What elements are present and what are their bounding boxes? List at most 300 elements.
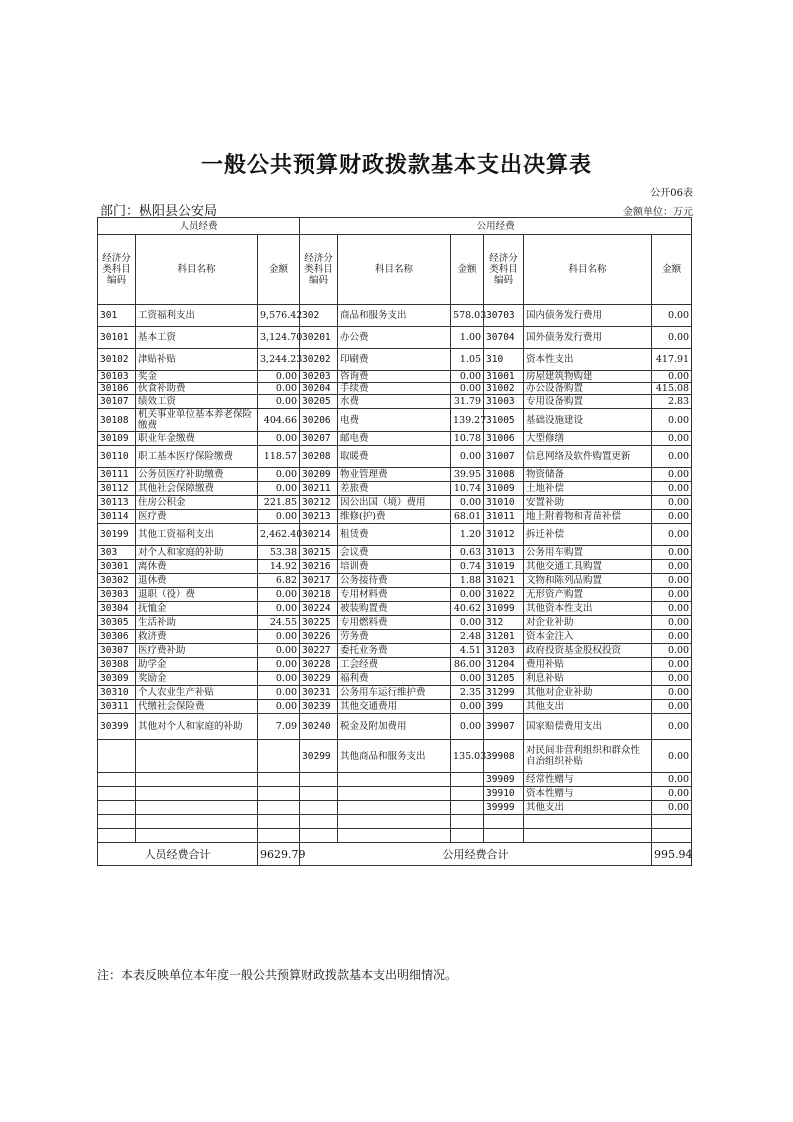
amount-cell: 10.74 — [451, 482, 484, 496]
amount-cell: 0.00 — [652, 327, 692, 349]
table-row — [98, 644, 692, 658]
name-cell: 国内债务发行费用 — [524, 305, 652, 327]
code-header: 经济分类科目编码 — [98, 235, 136, 305]
name-cell: 培训费 — [338, 560, 451, 574]
code-cell: 31003 — [484, 395, 524, 409]
name-cell: 机关事业单位基本养老保险缴费 — [136, 409, 258, 432]
code-cell: 30303 — [98, 588, 136, 602]
amount-cell: 40.62 — [451, 602, 484, 616]
amount-cell: 0.00 — [258, 658, 300, 672]
table-row — [98, 446, 692, 468]
code-cell — [300, 801, 338, 815]
name-cell: 退休费 — [136, 574, 258, 588]
code-cell — [300, 773, 338, 787]
amount-cell: 9,576.42 — [258, 305, 300, 327]
name-cell: 基本工资 — [136, 327, 258, 349]
table-row — [98, 560, 692, 574]
table-row — [98, 510, 692, 524]
code-cell: 31299 — [484, 686, 524, 700]
name-cell: 代缴社会保险费 — [136, 700, 258, 714]
amount-cell: 0.00 — [652, 496, 692, 510]
code-cell — [98, 740, 136, 773]
amount-cell: 0.00 — [652, 616, 692, 630]
table-row — [98, 658, 692, 672]
name-cell: 个人农业生产补贴 — [136, 686, 258, 700]
name-cell — [136, 740, 258, 773]
amount-cell: 0.00 — [258, 588, 300, 602]
amount-cell: 0.00 — [652, 446, 692, 468]
amount-cell: 0.00 — [652, 546, 692, 560]
name-cell: 大型修缮 — [524, 432, 652, 446]
amount-cell — [451, 815, 484, 829]
name-cell: 对个人和家庭的补助 — [136, 546, 258, 560]
amount-cell: 2.48 — [451, 630, 484, 644]
code-cell: 312 — [484, 616, 524, 630]
amount-cell: 0.00 — [258, 482, 300, 496]
name-cell: 咨询费 — [338, 371, 451, 383]
amount-cell: 0.00 — [258, 432, 300, 446]
code-cell: 30703 — [484, 305, 524, 327]
code-cell: 30304 — [98, 602, 136, 616]
name-header: 科目名称 — [524, 235, 652, 305]
table-row — [98, 787, 692, 801]
code-cell: 30311 — [98, 700, 136, 714]
name-cell: 公务用车购置 — [524, 546, 652, 560]
amount-cell — [652, 815, 692, 829]
name-cell: 维修(护)费 — [338, 510, 451, 524]
name-cell: 其他交通工具购置 — [524, 560, 652, 574]
name-cell — [524, 829, 652, 843]
code-cell: 30112 — [98, 482, 136, 496]
amount-cell: 0.00 — [451, 588, 484, 602]
name-cell: 对企业补助 — [524, 616, 652, 630]
amount-cell: 0.00 — [451, 672, 484, 686]
name-cell: 退职（役）费 — [136, 588, 258, 602]
group-personnel-header: 人员经费 — [98, 218, 300, 235]
amount-cell: 139.27 — [451, 409, 484, 432]
public-total-label: 公用经费合计 — [300, 843, 652, 866]
amount-cell: 0.00 — [652, 432, 692, 446]
name-cell: 委托业务费 — [338, 644, 451, 658]
amount-cell: 39.95 — [451, 468, 484, 482]
table-row — [98, 829, 692, 843]
code-cell: 30306 — [98, 630, 136, 644]
amount-cell: 7.09 — [258, 714, 300, 740]
amount-cell: 1.05 — [451, 349, 484, 371]
code-cell: 30308 — [98, 658, 136, 672]
name-cell: 其他对个人和家庭的补助 — [136, 714, 258, 740]
name-cell: 房屋建筑物购建 — [524, 371, 652, 383]
amount-cell: 0.00 — [451, 383, 484, 395]
code-cell: 30103 — [98, 371, 136, 383]
amount-cell: 0.00 — [451, 371, 484, 383]
name-cell: 住房公积金 — [136, 496, 258, 510]
code-cell — [98, 801, 136, 815]
amount-cell: 0.00 — [652, 773, 692, 787]
amount-cell: 53.38 — [258, 546, 300, 560]
code-cell: 30305 — [98, 616, 136, 630]
table-row — [98, 801, 692, 815]
code-cell: 31010 — [484, 496, 524, 510]
code-cell: 31005 — [484, 409, 524, 432]
table-row — [98, 383, 692, 395]
code-cell: 399 — [484, 700, 524, 714]
amount-cell: 0.00 — [652, 630, 692, 644]
name-cell — [524, 815, 652, 829]
code-cell: 31006 — [484, 432, 524, 446]
name-cell: 其他支出 — [524, 700, 652, 714]
amount-cell: 0.00 — [451, 714, 484, 740]
amount-cell: 4.51 — [451, 644, 484, 658]
amount-cell: 0.00 — [258, 395, 300, 409]
amount-cell: 0.00 — [258, 468, 300, 482]
table-row — [98, 602, 692, 616]
code-cell: 31001 — [484, 371, 524, 383]
name-cell: 税金及附加费用 — [338, 714, 451, 740]
name-cell: 因公出国（境）费用 — [338, 496, 451, 510]
name-cell: 离休费 — [136, 560, 258, 574]
table-number: 公开06表 — [650, 188, 693, 199]
code-cell: 30301 — [98, 560, 136, 574]
code-cell: 30108 — [98, 409, 136, 432]
code-cell: 30211 — [300, 482, 338, 496]
name-cell: 取暖费 — [338, 446, 451, 468]
name-cell — [136, 787, 258, 801]
name-cell: 工资福利支出 — [136, 305, 258, 327]
code-cell: 30399 — [98, 714, 136, 740]
code-cell: 39999 — [484, 801, 524, 815]
page-title: 一般公共预算财政拨款基本支出决算表 — [200, 153, 592, 178]
code-cell: 31099 — [484, 602, 524, 616]
name-cell: 水费 — [338, 395, 451, 409]
code-cell: 30228 — [300, 658, 338, 672]
amount-cell: 404.66 — [258, 409, 300, 432]
amount-cell: 10.78 — [451, 432, 484, 446]
amount-cell: 0.00 — [451, 700, 484, 714]
amount-cell: 0.00 — [652, 409, 692, 432]
code-cell: 31013 — [484, 546, 524, 560]
amount-cell: 0.74 — [451, 560, 484, 574]
amount-cell — [451, 829, 484, 843]
group-public-header: 公用经费 — [300, 218, 692, 235]
code-cell: 30307 — [98, 644, 136, 658]
name-cell: 租赁费 — [338, 524, 451, 546]
code-cell: 30202 — [300, 349, 338, 371]
code-cell: 31021 — [484, 574, 524, 588]
table-row — [98, 700, 692, 714]
amount-cell: 0.00 — [652, 714, 692, 740]
code-cell: 39910 — [484, 787, 524, 801]
code-cell: 30218 — [300, 588, 338, 602]
name-cell: 信息网络及软件购置更新 — [524, 446, 652, 468]
name-cell: 邮电费 — [338, 432, 451, 446]
amount-cell: 14.92 — [258, 560, 300, 574]
amount-cell: 0.00 — [652, 686, 692, 700]
name-header: 科目名称 — [338, 235, 451, 305]
code-cell: 30199 — [98, 524, 136, 546]
code-cell: 31002 — [484, 383, 524, 395]
amount-cell: 417.91 — [652, 349, 692, 371]
table-row — [98, 686, 692, 700]
table-row — [98, 496, 692, 510]
code-cell: 30212 — [300, 496, 338, 510]
name-cell: 拆迁补偿 — [524, 524, 652, 546]
name-cell: 奖励金 — [136, 672, 258, 686]
name-cell: 无形资产购置 — [524, 588, 652, 602]
table-row — [98, 327, 692, 349]
name-cell: 手续费 — [338, 383, 451, 395]
name-cell: 职工基本医疗保险缴费 — [136, 446, 258, 468]
name-cell — [136, 815, 258, 829]
code-cell: 39909 — [484, 773, 524, 787]
code-cell — [98, 787, 136, 801]
amount-cell: 0.00 — [258, 602, 300, 616]
code-cell: 31011 — [484, 510, 524, 524]
code-cell: 30299 — [300, 740, 338, 773]
name-cell: 差旅费 — [338, 482, 451, 496]
code-cell: 30106 — [98, 383, 136, 395]
code-cell: 30114 — [98, 510, 136, 524]
amount-cell: 1.20 — [451, 524, 484, 546]
table-row — [98, 432, 692, 446]
name-cell: 物资储备 — [524, 468, 652, 482]
code-cell: 30302 — [98, 574, 136, 588]
amount-cell: 0.00 — [451, 446, 484, 468]
amount-cell — [451, 773, 484, 787]
amount-cell: 2.35 — [451, 686, 484, 700]
amount-cell — [258, 773, 300, 787]
code-cell: 30214 — [300, 524, 338, 546]
amount-cell: 0.00 — [258, 672, 300, 686]
amount-cell: 0.00 — [652, 482, 692, 496]
name-cell — [338, 801, 451, 815]
code-cell: 30224 — [300, 602, 338, 616]
amount-cell: 24.55 — [258, 616, 300, 630]
name-cell — [338, 815, 451, 829]
code-cell: 30203 — [300, 371, 338, 383]
amount-cell: 0.00 — [652, 305, 692, 327]
name-cell: 其他对企业补助 — [524, 686, 652, 700]
code-cell — [484, 829, 524, 843]
code-cell: 30229 — [300, 672, 338, 686]
amount-cell: 0.00 — [652, 602, 692, 616]
code-cell: 30213 — [300, 510, 338, 524]
code-cell: 30227 — [300, 644, 338, 658]
name-cell: 对民间非营利组织和群众性自治组织补贴 — [524, 740, 652, 773]
name-cell: 资本金注入 — [524, 630, 652, 644]
name-cell: 电费 — [338, 409, 451, 432]
amount-cell: 135.03 — [451, 740, 484, 773]
table-row — [98, 630, 692, 644]
table-row — [98, 482, 692, 496]
name-cell: 其他支出 — [524, 801, 652, 815]
table-row — [98, 672, 692, 686]
name-cell: 救济费 — [136, 630, 258, 644]
amount-cell: 0.00 — [258, 644, 300, 658]
code-cell: 30109 — [98, 432, 136, 446]
code-cell: 30209 — [300, 468, 338, 482]
code-cell: 30216 — [300, 560, 338, 574]
name-cell: 办公设备购置 — [524, 383, 652, 395]
amount-cell — [258, 829, 300, 843]
code-cell: 30111 — [98, 468, 136, 482]
amount-cell: 1.88 — [451, 574, 484, 588]
code-cell: 30207 — [300, 432, 338, 446]
amount-cell: 0.00 — [652, 510, 692, 524]
name-cell: 资本性支出 — [524, 349, 652, 371]
code-cell: 30204 — [300, 383, 338, 395]
amount-cell: 0.00 — [258, 383, 300, 395]
code-cell — [98, 815, 136, 829]
code-header: 经济分类科目编码 — [300, 235, 338, 305]
code-cell: 31009 — [484, 482, 524, 496]
code-cell: 30206 — [300, 409, 338, 432]
name-cell: 伙食补助费 — [136, 383, 258, 395]
name-cell: 生活补助 — [136, 616, 258, 630]
name-cell: 助学金 — [136, 658, 258, 672]
name-cell: 医疗费 — [136, 510, 258, 524]
code-cell: 30704 — [484, 327, 524, 349]
amount-cell: 68.01 — [451, 510, 484, 524]
name-cell: 其他交通费用 — [338, 700, 451, 714]
code-cell: 31012 — [484, 524, 524, 546]
code-cell: 30201 — [300, 327, 338, 349]
name-cell: 专用设备购置 — [524, 395, 652, 409]
amount-cell: 578.03 — [451, 305, 484, 327]
code-cell: 31203 — [484, 644, 524, 658]
table-row — [98, 616, 692, 630]
amount-cell — [258, 801, 300, 815]
name-cell — [136, 773, 258, 787]
personnel-total-label: 人员经费合计 — [98, 843, 258, 866]
name-cell: 职业年金缴费 — [136, 432, 258, 446]
code-cell: 30310 — [98, 686, 136, 700]
code-cell: 31201 — [484, 630, 524, 644]
amount-cell: 0.00 — [652, 371, 692, 383]
name-cell: 土地补偿 — [524, 482, 652, 496]
amount-cell: 415.08 — [652, 383, 692, 395]
code-cell: 310 — [484, 349, 524, 371]
code-cell: 30102 — [98, 349, 136, 371]
amount-cell: 0.00 — [652, 740, 692, 773]
name-cell: 抚恤金 — [136, 602, 258, 616]
amount-cell — [258, 740, 300, 773]
code-cell: 30239 — [300, 700, 338, 714]
amount-cell: 0.00 — [652, 787, 692, 801]
name-cell — [136, 801, 258, 815]
amount-cell — [451, 801, 484, 815]
amount-cell: 31.79 — [451, 395, 484, 409]
name-cell: 地上附着物和青苗补偿 — [524, 510, 652, 524]
amount-cell: 0.00 — [652, 700, 692, 714]
amount-cell: 0.00 — [652, 574, 692, 588]
name-cell: 被装购置费 — [338, 602, 451, 616]
code-cell: 31019 — [484, 560, 524, 574]
name-cell: 政府投资基金股权投资 — [524, 644, 652, 658]
amount-header: 金额 — [652, 235, 692, 305]
table-row — [98, 815, 692, 829]
amount-cell: 0.00 — [652, 560, 692, 574]
amount-cell: 0.00 — [258, 371, 300, 383]
code-cell: 30217 — [300, 574, 338, 588]
table-row — [98, 740, 692, 773]
amount-cell: 0.00 — [652, 672, 692, 686]
table-row — [98, 305, 692, 327]
code-cell: 302 — [300, 305, 338, 327]
name-cell: 资本性赠与 — [524, 787, 652, 801]
table-row — [98, 349, 692, 371]
code-cell: 30240 — [300, 714, 338, 740]
code-header: 经济分类科目编码 — [484, 235, 524, 305]
name-cell: 国家赔偿费用支出 — [524, 714, 652, 740]
table-row — [98, 524, 692, 546]
code-cell: 30208 — [300, 446, 338, 468]
name-cell: 安置补助 — [524, 496, 652, 510]
code-cell: 303 — [98, 546, 136, 560]
name-cell: 福利费 — [338, 672, 451, 686]
name-cell: 国外债务发行费用 — [524, 327, 652, 349]
amount-cell: 0.00 — [258, 630, 300, 644]
name-cell: 津贴补贴 — [136, 349, 258, 371]
name-cell: 文物和陈列品购置 — [524, 574, 652, 588]
name-cell: 商品和服务支出 — [338, 305, 451, 327]
amount-header: 金额 — [451, 235, 484, 305]
amount-cell: 2,462.40 — [258, 524, 300, 546]
amount-cell: 0.00 — [652, 588, 692, 602]
amount-cell: 6.82 — [258, 574, 300, 588]
table-row — [98, 409, 692, 432]
amount-cell: 2.83 — [652, 395, 692, 409]
code-cell: 30226 — [300, 630, 338, 644]
name-cell: 利息补贴 — [524, 672, 652, 686]
amount-cell: 0.00 — [652, 801, 692, 815]
name-cell: 医疗费补助 — [136, 644, 258, 658]
name-cell — [136, 829, 258, 843]
public-total-value: 995.94 — [652, 843, 692, 866]
amount-cell: 0.00 — [258, 510, 300, 524]
table-row — [98, 574, 692, 588]
name-cell — [338, 773, 451, 787]
amount-cell: 0.00 — [451, 616, 484, 630]
code-cell: 30113 — [98, 496, 136, 510]
code-cell: 39908 — [484, 740, 524, 773]
name-cell: 专用材料费 — [338, 588, 451, 602]
name-cell: 公务员医疗补助缴费 — [136, 468, 258, 482]
amount-cell: 3,244.23 — [258, 349, 300, 371]
code-cell: 39907 — [484, 714, 524, 740]
amount-cell: 0.00 — [258, 700, 300, 714]
code-cell: 31022 — [484, 588, 524, 602]
amount-cell — [652, 829, 692, 843]
code-cell: 30231 — [300, 686, 338, 700]
table-row — [98, 546, 692, 560]
code-cell — [98, 773, 136, 787]
amount-cell: 1.00 — [451, 327, 484, 349]
name-cell: 劳务费 — [338, 630, 451, 644]
amount-cell — [258, 815, 300, 829]
amount-cell: 221.85 — [258, 496, 300, 510]
code-cell — [300, 787, 338, 801]
name-cell: 奖金 — [136, 371, 258, 383]
amount-cell: 0.00 — [652, 468, 692, 482]
code-cell: 30205 — [300, 395, 338, 409]
amount-cell: 3,124.70 — [258, 327, 300, 349]
table-row — [98, 371, 692, 383]
code-cell: 31205 — [484, 672, 524, 686]
amount-cell: 0.00 — [652, 658, 692, 672]
code-cell: 301 — [98, 305, 136, 327]
table-row — [98, 714, 692, 740]
